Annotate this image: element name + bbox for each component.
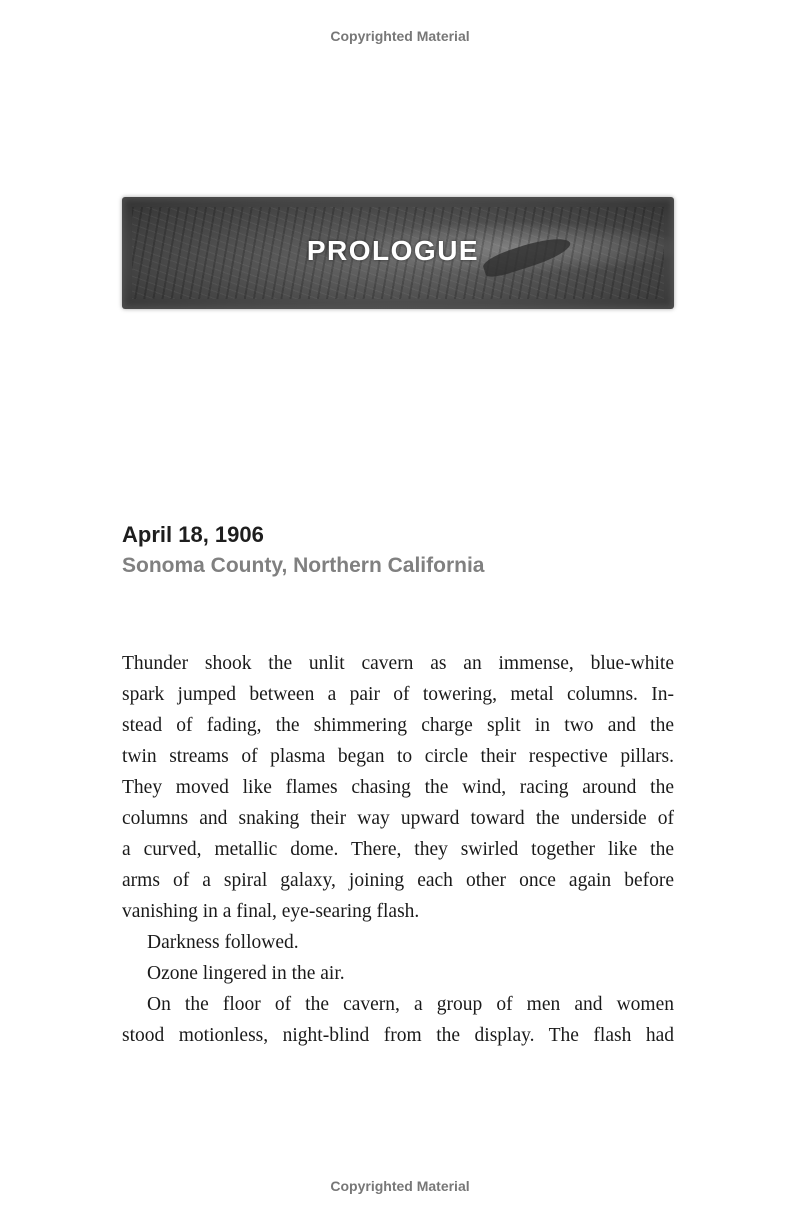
text-line: Ozone lingered in the air. xyxy=(147,963,345,984)
copyright-watermark-bottom: Copyrighted Material xyxy=(330,1178,470,1194)
text-line: stood motionless, night-blind from the display. The flash had xyxy=(122,1025,674,1046)
body-text xyxy=(122,648,674,1051)
text-line: They moved like flames chasing the wind, racing around the xyxy=(122,777,674,798)
text-line: a curved, metallic dome. There, they swirled together like the xyxy=(122,839,674,860)
text-line: spark jumped between a pair of towering, metal columns. In- xyxy=(122,684,674,705)
text-line: columns and snaking their way upward toward the underside of xyxy=(122,808,674,829)
text-line: stead of fading, the shimmering charge split in two and the xyxy=(122,715,674,736)
text-line: Darkness followed. xyxy=(147,932,299,953)
chapter-banner xyxy=(122,197,674,309)
text-line: vanishing in a final, eye-searing flash. xyxy=(122,901,420,922)
text-line: arms of a spiral galaxy, joining each other once again before xyxy=(122,870,674,891)
copyright-watermark-top: Copyrighted Material xyxy=(330,28,470,44)
dateline: April 18, 1906 xyxy=(122,522,264,547)
text-line: Thunder shook the unlit cavern as an immense, blue-white xyxy=(122,653,674,674)
text-line: twin streams of plasma began to circle their respective pillars. xyxy=(122,746,674,767)
location-subheading: Sonoma County, Northern California xyxy=(122,554,485,577)
chapter-title: PROLOGUE xyxy=(306,235,480,266)
text-line: On the floor of the cavern, a group of men and women xyxy=(147,994,674,1015)
